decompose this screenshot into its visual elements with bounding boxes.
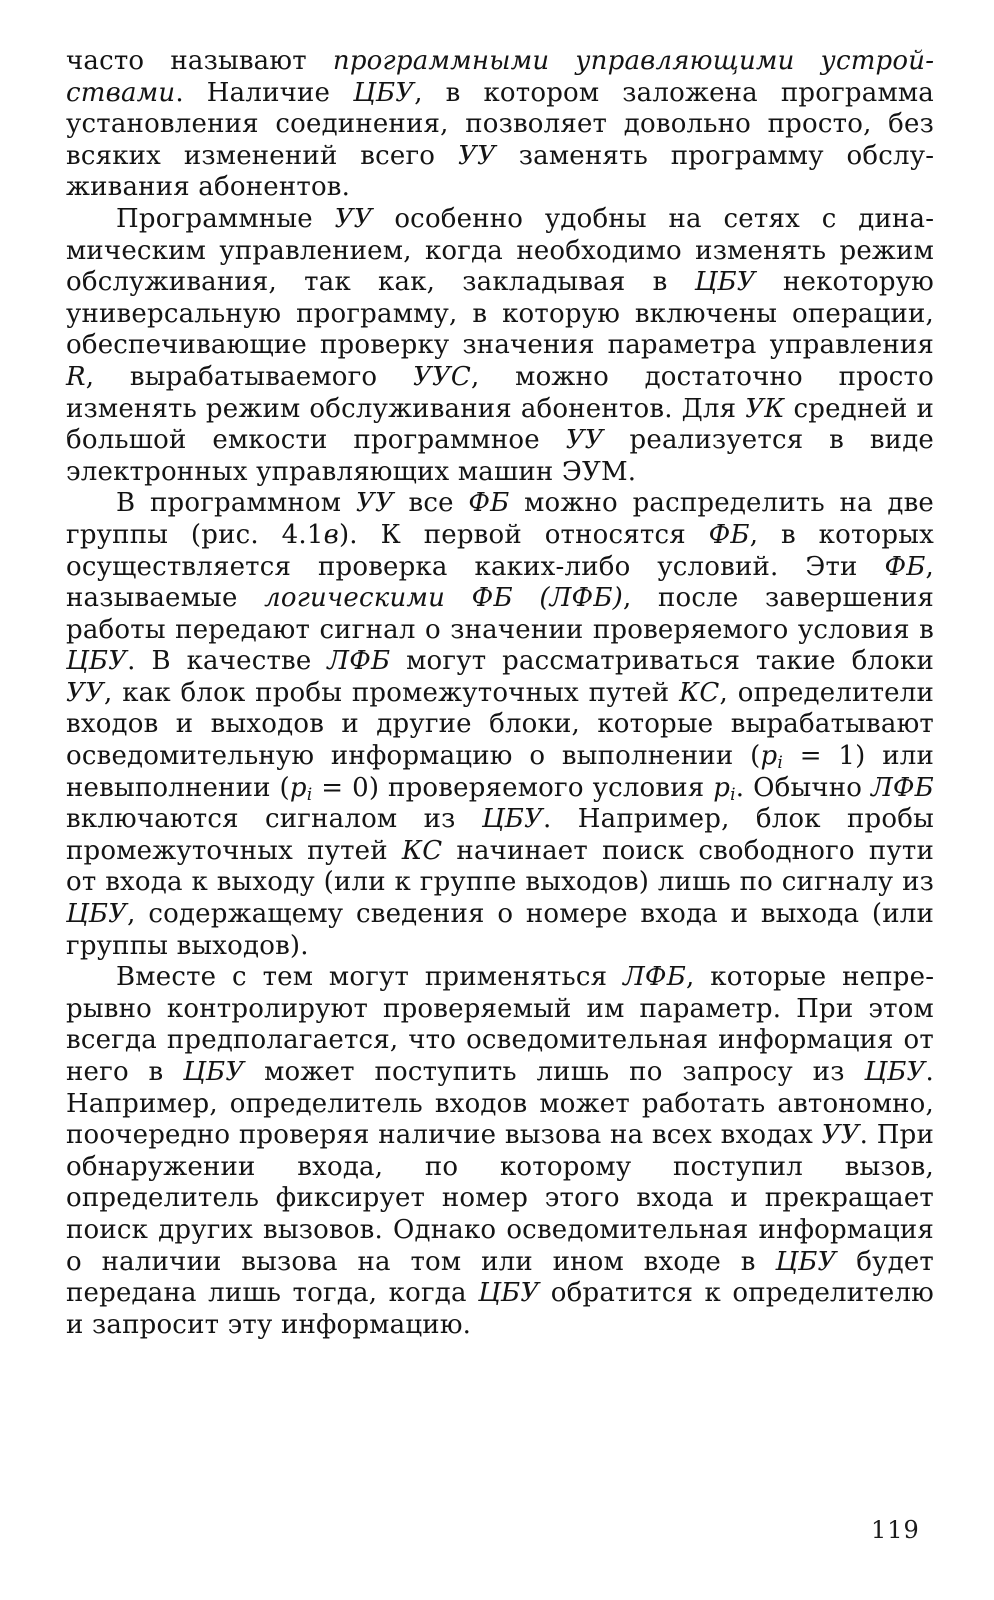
text-run: особенно удобны на сетях с динамическим управлением, когда необходимо изменять режим обслуживания, так как, закладывая в <box>66 203 934 298</box>
subscript-index: i <box>306 784 313 805</box>
italic-term: ЛФБ <box>327 646 391 677</box>
italic-term: программными управляющими устройствами <box>66 46 934 108</box>
text-run: , определители входов и выходов и другие блоки, которые вырабатывают осведомительную информацию о выполнении ( <box>66 677 935 772</box>
page-body <box>66 46 934 1341</box>
text-run: , в которых осуществляется проверка каких-либо условий. Эти <box>66 519 934 582</box>
text-run: , вырабатываемого <box>85 361 413 392</box>
italic-term: КС <box>679 677 720 708</box>
text-run: Вместе с тем могут применяться <box>116 962 624 993</box>
italic-term: УУ <box>565 425 604 456</box>
italic-term: ЛФБ <box>623 962 687 993</box>
text-run: = 1) или невыполнении ( <box>66 741 934 803</box>
text-run: могут рассматриваться такие блоки <box>390 646 934 677</box>
subscript-index: i <box>777 753 783 774</box>
italic-term: ЦБУ <box>183 1057 245 1087</box>
text-run: , после завершения работы передают сигнал о значении проверяемого условия в <box>66 583 935 645</box>
text-run: = 0) проверяемого условия <box>312 772 714 803</box>
text-run: Программные <box>116 203 335 234</box>
text-run: ). К первой относятся <box>338 519 709 550</box>
paragraph-2 <box>66 204 934 488</box>
text-run: включаются сигналом из <box>66 804 482 835</box>
text-run: , содержащему сведения о номере входа и выхода (или группы выходов). <box>66 899 934 961</box>
paragraph-1 <box>66 46 934 204</box>
paragraph-4 <box>66 962 934 1341</box>
italic-term: УУ <box>457 140 496 171</box>
italic-term: R <box>66 361 86 392</box>
text-run: все <box>393 488 469 519</box>
italic-term: УУ <box>66 677 104 708</box>
italic-term: ЦБУ <box>478 1278 540 1309</box>
text-run: , которые непрерывно контролируют проверяемый им параметр. При этом всегда предполагается, что осведомительная информация от него в <box>66 962 934 1087</box>
text-run: . В качестве <box>127 646 328 677</box>
text-run: . Наличие <box>175 77 354 108</box>
text-run: некоторую универсальную программу, в которую включены операции, обеспечивающие проверку значения параметра управления <box>66 267 934 361</box>
italic-term: в <box>323 519 339 550</box>
italic-term: ЦБУ <box>353 77 415 108</box>
italic-term: ФБ <box>884 551 926 582</box>
text-run: В программном <box>116 488 356 519</box>
text-run: заменять программу обслуживания абонентов. <box>66 140 934 203</box>
italic-term: ФБ <box>468 488 510 519</box>
paragraph-3 <box>66 488 934 962</box>
italic-term: логическими ФБ (ЛФБ) <box>264 583 623 614</box>
italic-term: p <box>713 772 731 803</box>
text-run: . Например, блок пробы промежуточных путей <box>66 804 934 866</box>
text-run: средней и большой емкости программное <box>66 393 934 456</box>
subscript-index: i <box>730 784 736 805</box>
italic-term: ЦБУ <box>694 267 756 298</box>
italic-term: ЦБУ <box>66 899 128 930</box>
italic-term: ЛФБ <box>871 772 934 803</box>
italic-term: ЦБУ <box>775 1246 837 1277</box>
italic-term: УУС <box>412 361 472 392</box>
italic-term: ЦБУ <box>481 804 544 835</box>
text-run: , можно достаточно просто изменять режим обслуживания абонентов. Для <box>66 361 934 424</box>
text-run: обратится к определителю и запросит эту информацию. <box>66 1278 935 1340</box>
text-run: , в котором заложена программа установления соединения, позволяет довольно просто, без всяких изменений всего <box>66 77 934 171</box>
text-run: реализуется в виде электронных управляющих машин ЭУМ. <box>66 425 935 487</box>
text-run: может поступить лишь по запросу из <box>244 1057 865 1087</box>
page-number: 119 <box>871 1516 920 1544</box>
text-run: . Например, определитель входов может работать автономно, поочередно проверяя наличие вызова на всех входах <box>66 1057 934 1151</box>
italic-term: ЦБУ <box>66 646 128 677</box>
italic-term: КС <box>401 835 443 866</box>
italic-term: УК <box>745 393 785 424</box>
text-run: , как блок пробы промежуточных путей <box>103 677 680 708</box>
text-run: можно распределить на две группы (рис. 4.1 <box>66 488 934 550</box>
italic-term: ЦБУ <box>864 1057 926 1087</box>
text-run: начинает поиск свободного пути от входа к выходу (или к группе выходов) лишь по сигналу из <box>66 835 934 898</box>
text-run: , называемые <box>66 551 934 614</box>
text-run: часто называют <box>66 46 333 76</box>
italic-term: p <box>289 772 307 803</box>
text-run: . При обнаружении входа, по которому поступил вызов, определитель фиксирует номер этого входа и прекращает поиск других вызовов. Однако осведомительная информация о наличии вызова на том или ином входе в <box>66 1120 934 1277</box>
italic-term: ФБ <box>708 519 750 550</box>
italic-term: УУ <box>821 1120 860 1151</box>
italic-term: УУ <box>334 203 373 234</box>
text-run: . Обычно <box>735 772 871 803</box>
italic-term: УУ <box>355 488 394 519</box>
text-run: будет передана лишь тогда, когда <box>66 1246 934 1309</box>
italic-term: p <box>760 741 778 772</box>
